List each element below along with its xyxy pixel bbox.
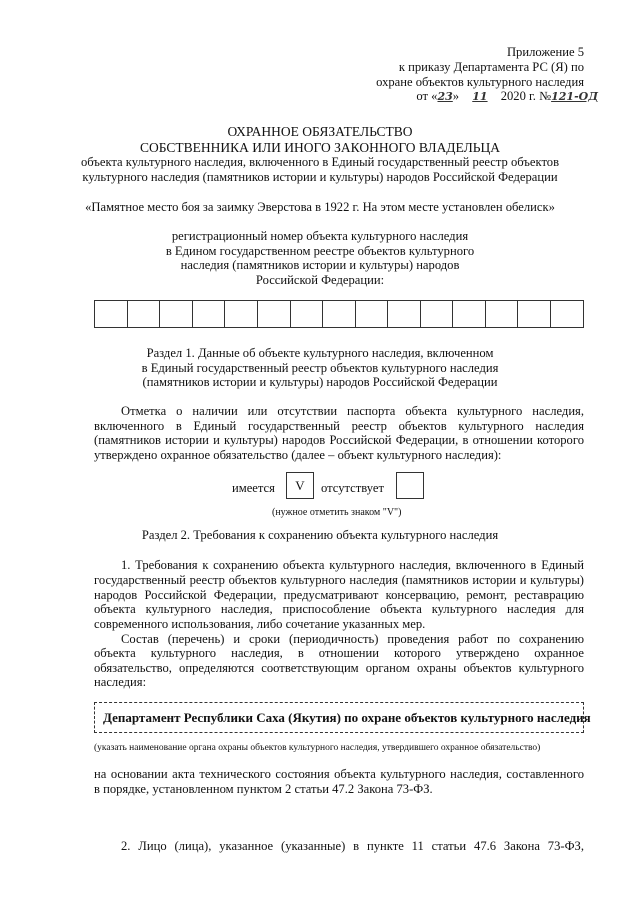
- registration-cell[interactable]: [160, 301, 193, 327]
- registration-cell[interactable]: [421, 301, 453, 327]
- doc-title-line1: ОХРАННОЕ ОБЯЗАТЕЛЬСТВО: [227, 124, 413, 139]
- passport-paragraph-line2: включенного в Единый государственный реестр объектов культурного наследия: [94, 419, 584, 433]
- appendix-label: Приложение 5: [506, 45, 584, 59]
- composition-line1: Состав (перечень) и сроки (периодичность) проведения работ по сохранению: [121, 632, 584, 646]
- department-hint: (указать наименование органа охраны объектов культурного наследия, утвердившего охранное обязательство): [94, 743, 541, 753]
- section2-title: Раздел 2. Требования к сохранению объекта культурного наследия: [141, 528, 499, 542]
- composition-line4: наследия:: [94, 675, 147, 689]
- registration-cell[interactable]: [291, 301, 323, 327]
- date-prefix: от «: [416, 89, 438, 103]
- item1-line1: 1. Требования к сохранению объекта культурного наследия, включенного в Единый: [121, 558, 584, 572]
- item2-line1: 2. Лицо (лица), указанное (указанные) в пункте 11 статьи 47.6 Закона 73-ФЗ,: [121, 839, 584, 853]
- passport-hint: (нужное отметить знаком "V"): [272, 507, 402, 518]
- section1-title-line2: в Единый государственный реестр объектов культурного наследия: [141, 361, 499, 375]
- doc-title-line4: культурного наследия (памятников истории и культуры) народов Российской Федерации: [82, 170, 558, 184]
- registration-cell[interactable]: [95, 301, 128, 327]
- section1-title-line3: (памятников истории и культуры) народов Российской Федерации: [142, 375, 498, 389]
- order-date-line: [330, 89, 598, 104]
- passport-absent-label: отсутствует: [321, 481, 384, 495]
- registration-label-line2: в Едином государственном реестре объектов культурного: [165, 244, 475, 258]
- doc-title-line2: СОБСТВЕННИКА ИЛИ ИНОГО ЗАКОННОГО ВЛАДЕЛЬЦА: [139, 140, 500, 155]
- item1-line3: народов Российской Федерации, предусматривают консервацию, ремонт, реставрацию: [94, 588, 584, 602]
- composition-line3: обязательство, определяются соответствующим органом охраны объектов культурного: [94, 661, 584, 675]
- object-name: «Памятное место боя за заимку Эверстова в 1922 г. На этом месте установлен обелиск»: [85, 200, 555, 214]
- registration-number-cells: [94, 300, 584, 328]
- registration-cell[interactable]: [486, 301, 518, 327]
- passport-present-checkbox[interactable]: V: [286, 472, 314, 499]
- registration-cell[interactable]: [551, 301, 584, 327]
- item1-line5: современного использования, либо сочетание указанных мер.: [94, 617, 426, 631]
- passport-paragraph-line4: утверждено охранное обязательство (далее – объект культурного наследия):: [94, 448, 502, 462]
- date-month: 11: [472, 90, 488, 103]
- composition-line2: объекта культурного наследия, в отношении которого утверждено охранное: [94, 646, 584, 660]
- passport-present-label: имеется: [232, 481, 275, 495]
- basis-line2: в порядке, установленном пунктом 2 статьи 47.2 Закона 73-ФЗ.: [94, 782, 433, 796]
- department-name-box: Департамент Республики Саха (Якутия) по охране объектов культурного наследия: [94, 702, 584, 733]
- registration-cell[interactable]: [258, 301, 291, 327]
- registration-cell[interactable]: [193, 301, 225, 327]
- registration-cell[interactable]: [388, 301, 421, 327]
- section1-title-line1: Раздел 1. Данные об объекте культурного наследия, включенном: [146, 346, 494, 360]
- registration-cell[interactable]: [453, 301, 486, 327]
- order-reference-line1: к приказу Департамента РС (Я) по: [398, 60, 584, 74]
- registration-cell[interactable]: [356, 301, 388, 327]
- passport-absent-checkbox[interactable]: [396, 472, 424, 499]
- order-reference-line2: охране объектов культурного наследия: [376, 75, 584, 89]
- passport-paragraph-line1: Отметка о наличии или отсутствии паспорта объекта культурного наследия,: [121, 404, 584, 418]
- date-mid: »: [452, 89, 463, 103]
- registration-label-line4: Российской Федерации:: [255, 273, 385, 287]
- item1-line2: государственный реестр объектов культурного наследия (памятников истории и культуры): [94, 573, 584, 587]
- date-year: 2020 г. №: [497, 89, 552, 103]
- item1-line4: объекта культурного наследия, приспособление объекта культурного наследия для: [94, 602, 584, 616]
- registration-cell[interactable]: [128, 301, 160, 327]
- passport-paragraph-line3: (памятников истории и культуры) народов Российской Федерации, в отношении которого: [94, 433, 584, 447]
- basis-line1: на основании акта технического состояния объекта культурного наследия, составленного: [94, 767, 584, 781]
- registration-cell[interactable]: [323, 301, 356, 327]
- date-day: 23: [437, 90, 453, 103]
- registration-cell[interactable]: [518, 301, 551, 327]
- registration-label-line1: регистрационный номер объекта культурного наследия: [171, 229, 469, 243]
- order-number: 121-ОД: [551, 90, 598, 103]
- doc-title-line3: объекта культурного наследия, включенного в Единый государственный реестр объектов: [80, 155, 560, 169]
- registration-label-line3: наследия (памятников истории и культуры) народов: [180, 258, 460, 272]
- registration-cell[interactable]: [225, 301, 258, 327]
